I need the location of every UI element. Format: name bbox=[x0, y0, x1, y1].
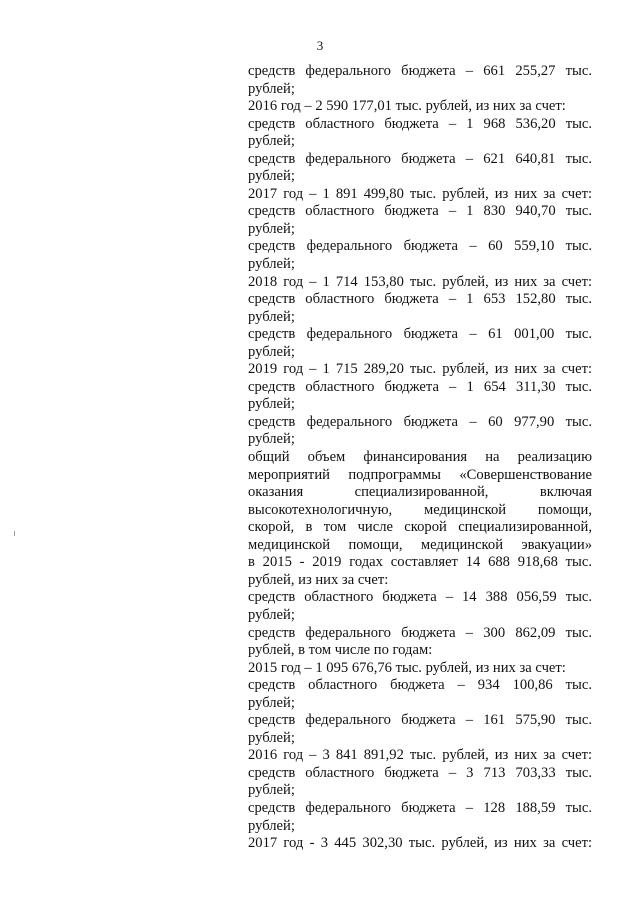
document-line: средств областного бюджета – 934 100,86 тыс. bbox=[248, 677, 592, 694]
document-line: средств федерального бюджета – 60 559,10 тыс. bbox=[248, 238, 592, 255]
document-line: высокотехнологичную, медицинской помощи, bbox=[248, 501, 592, 518]
document-line: оказания специализированной, включая bbox=[248, 484, 592, 501]
document-line: средств федерального бюджета – 300 862,09 тыс. bbox=[248, 624, 592, 641]
document-line: средств областного бюджета – 1 830 940,70 тыс. bbox=[248, 203, 592, 220]
document-line: 2018 год – 1 714 153,80 тыс. рублей, из них за счет: bbox=[248, 273, 592, 290]
document-line: рублей; bbox=[248, 606, 295, 623]
document-line: средств федерального бюджета – 128 188,59 тыс. bbox=[248, 799, 592, 816]
document-line: мероприятий подпрограммы «Совершенствование bbox=[248, 466, 592, 483]
document-line: 2015 год – 1 095 676,76 тыс. рублей, из них за счет: bbox=[248, 659, 566, 676]
document-line: рублей; bbox=[248, 782, 295, 799]
document-line: средств областного бюджета – 14 388 056,59 тыс. bbox=[248, 589, 592, 606]
document-line: средств федерального бюджета – 621 640,81 тыс. bbox=[248, 150, 592, 167]
document-line: средств областного бюджета – 1 653 152,80 тыс. bbox=[248, 291, 592, 308]
document-text-column bbox=[248, 63, 592, 853]
document-line: средств федерального бюджета – 60 977,90 тыс. bbox=[248, 413, 592, 430]
document-line: в 2015 - 2019 годах составляет 14 688 918,68 тыс. bbox=[248, 554, 592, 571]
document-line: рублей, из них за счет: bbox=[248, 571, 389, 588]
margin-mark bbox=[14, 531, 15, 536]
document-line: общий объем финансирования на реализацию bbox=[248, 449, 592, 466]
document-line: 2017 год - 3 445 302,30 тыс. рублей, из них за счет: bbox=[248, 835, 592, 852]
document-line: рублей; bbox=[248, 220, 295, 237]
document-line: рублей; bbox=[248, 256, 295, 273]
document-line: рублей; bbox=[248, 694, 295, 711]
page-number: 3 bbox=[316, 38, 324, 53]
document-line: рублей; bbox=[248, 80, 295, 97]
document-line: рублей; bbox=[248, 308, 295, 325]
document-line: 2017 год – 1 891 499,80 тыс. рублей, из них за счет: bbox=[248, 185, 592, 202]
document-line: средств федерального бюджета – 61 001,00 тыс. bbox=[248, 326, 592, 343]
document-line: рублей; bbox=[248, 343, 295, 360]
document-line: рублей; bbox=[248, 168, 295, 185]
document-line: 2016 год – 3 841 891,92 тыс. рублей, из них за счет: bbox=[248, 747, 592, 764]
document-line: рублей; bbox=[248, 729, 295, 746]
document-line: скорой, в том числе скорой специализированной, bbox=[248, 519, 592, 536]
document-line: средств федерального бюджета – 661 255,27 тыс. bbox=[248, 63, 592, 79]
document-line: средств областного бюджета – 1 654 311,30 тыс. bbox=[248, 378, 592, 395]
document-line: средств федерального бюджета – 161 575,90 тыс. bbox=[248, 712, 592, 729]
document-line: рублей; bbox=[248, 431, 295, 448]
document-line: 2019 год – 1 715 289,20 тыс. рублей, из них за счет: bbox=[248, 361, 592, 378]
document-line: рублей; bbox=[248, 133, 295, 150]
document-line: рублей; bbox=[248, 817, 295, 834]
document-line: рублей; bbox=[248, 396, 295, 413]
document-line: 2016 год – 2 590 177,01 тыс. рублей, из них за счет: bbox=[248, 98, 566, 115]
document-line: рублей, в том числе по годам: bbox=[248, 642, 433, 659]
document-line: средств областного бюджета – 3 713 703,33 тыс. bbox=[248, 764, 592, 781]
document-line: средств областного бюджета – 1 968 536,20 тыс. bbox=[248, 115, 592, 132]
document-line: медицинской помощи, медицинской эвакуации» bbox=[248, 536, 592, 553]
